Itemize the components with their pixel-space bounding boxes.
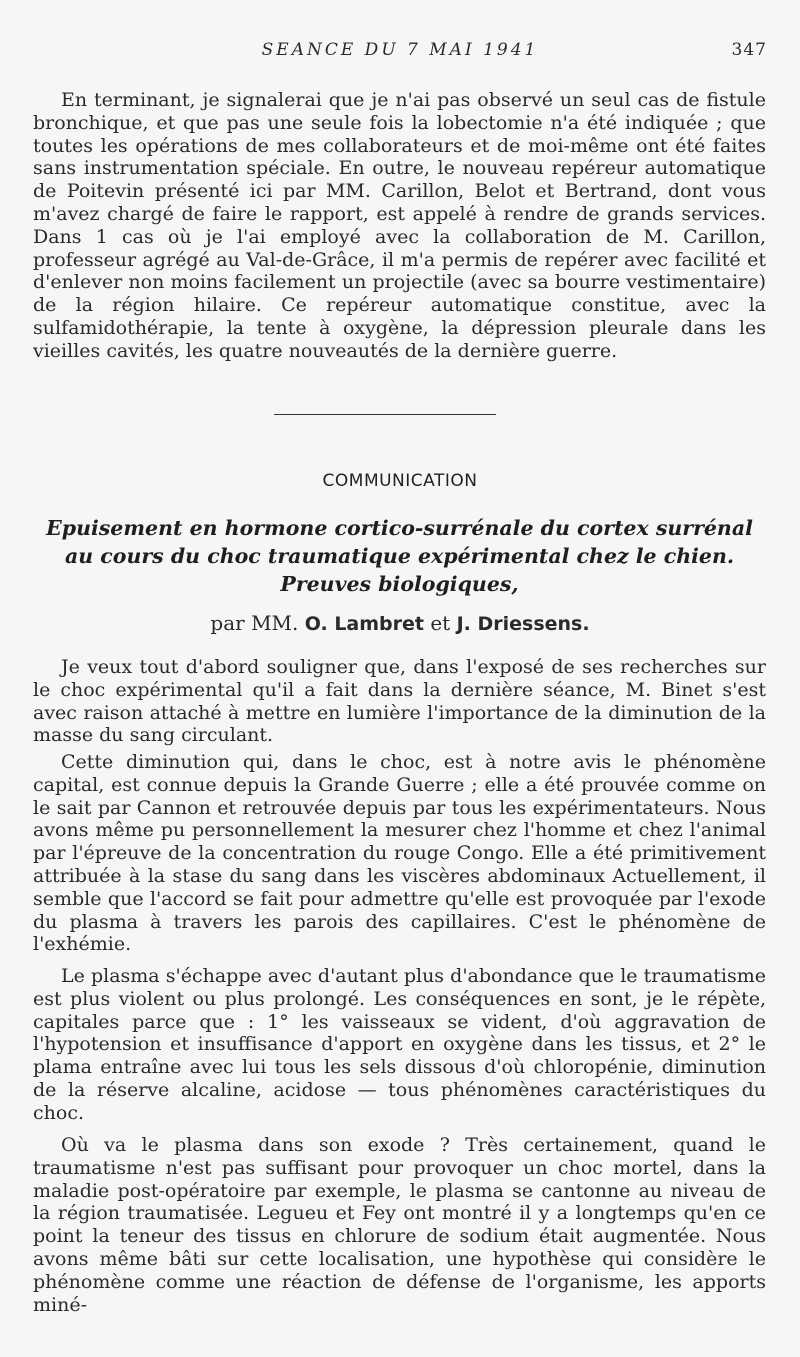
section-divider	[274, 414, 496, 415]
body-paragraph: Cette diminution qui, dans le choc, est à notre avis le phénomène capital, est connue depuis la Grande Guerre ; elle a été prouvée comme on le sait par Cannon et retrouvée depuis par tous les expérimentateurs. Nous avons même pu personnellement la mesurer chez l'homme et chez l'animal par l'épreuve de la concentration du rouge Congo. Elle a été primitivement attribuée à la stase du sang dans les viscères abdominaux Actuellement, il semble que l'accord se fait pour admettre qu'elle est provoquée par l'exode du plasma à travers les parois des capillaires. C'est le phénomène de l'exhémie.	[33, 751, 766, 956]
byline-prefix: par MM.	[210, 611, 299, 635]
author-name: O. Lambret	[304, 613, 424, 635]
running-header	[33, 40, 767, 62]
page-number: 347	[731, 40, 767, 60]
article-title-line: au cours du choc traumatique expérimental chez le chien.	[64, 544, 734, 568]
article-title-line: Epuisement en hormone cortico-surrénale du cortex surrénal	[46, 516, 753, 540]
byline	[0, 611, 800, 635]
article-title-line: Preuves biologiques,	[280, 572, 519, 596]
article-title	[33, 514, 766, 598]
body-paragraph: Où va le plasma dans son exode ? Très certainement, quand le traumatisme n'est pas suffisant pour provoquer un choc mortel, dans la maladie post-opératoire par exemple, le plasma se cantonne au niveau de la région traumatisée. Legueu et Fey ont montré il y a longtemps qu'en ce point la teneur des tissus en chlorure de sodium était augmentée. Nous avons même bâti sur cette localisation, une hypothèse qui considère le phénomène comme une réaction de défense de l'organisme, les apports miné-	[33, 1134, 766, 1316]
body-paragraph: Le plasma s'échappe avec d'autant plus d'abondance que le traumatisme est plus violent ou plus prolongé. Les conséquences en sont, je le répète, capitales parce que : 1° les vaisseaux se vident, d'où aggravation de l'hypotension et insuffisance d'apport en oxygène dans les tissus, et 2° le plama entraîne avec lui tous les sels dissous d'où chloropénie, diminution de la réserve alcaline, acidose — tous phénomènes caractéristiques du choc.	[33, 965, 766, 1124]
intro-paragraph: En terminant, je signalerai que je n'ai pas observé un seul cas de fistule bronchique, et que pas une seule fois la lobectomie n'a été indiquée ; que toutes les opérations de mes collaborateurs et de moi-même ont été faites sans instrumentation spéciale. En outre, le nouveau repéreur automatique de Poitevin présenté ici par MM. Carillon, Belot et Bertrand, dont vous m'avez chargé de faire le rapport, est appelé à rendre de grands services. Dans 1 cas où je l'ai employé avec la collaboration de M. Carillon, professeur agrégé au Val-de-Grâce, il m'a permis de repérer avec facilité et d'enlever non moins facilement un projectile (avec sa bourre vestimentaire) de la région hilaire. Ce repéreur automatique constitue, avec la sulfamidothérapie, la tente à oxygène, la dépression pleurale dans les vieilles cavités, les quatre nouveautés de la dernière guerre.	[33, 89, 766, 362]
section-label: COMMUNICATION	[322, 471, 478, 491]
body-paragraph: Je veux tout d'abord souligner que, dans l'exposé de ses recherches sur le choc expérimental qu'il a fait dans la dernière séance, M. Binet s'est avec raison attaché à mettre en lumière l'importance de la diminution de la masse du sang circulant.	[33, 656, 766, 747]
header-title: SEANCE DU 7 MAI 1941	[261, 40, 539, 60]
byline-and: et	[430, 611, 451, 635]
author-name: J. Driessens.	[456, 613, 590, 635]
